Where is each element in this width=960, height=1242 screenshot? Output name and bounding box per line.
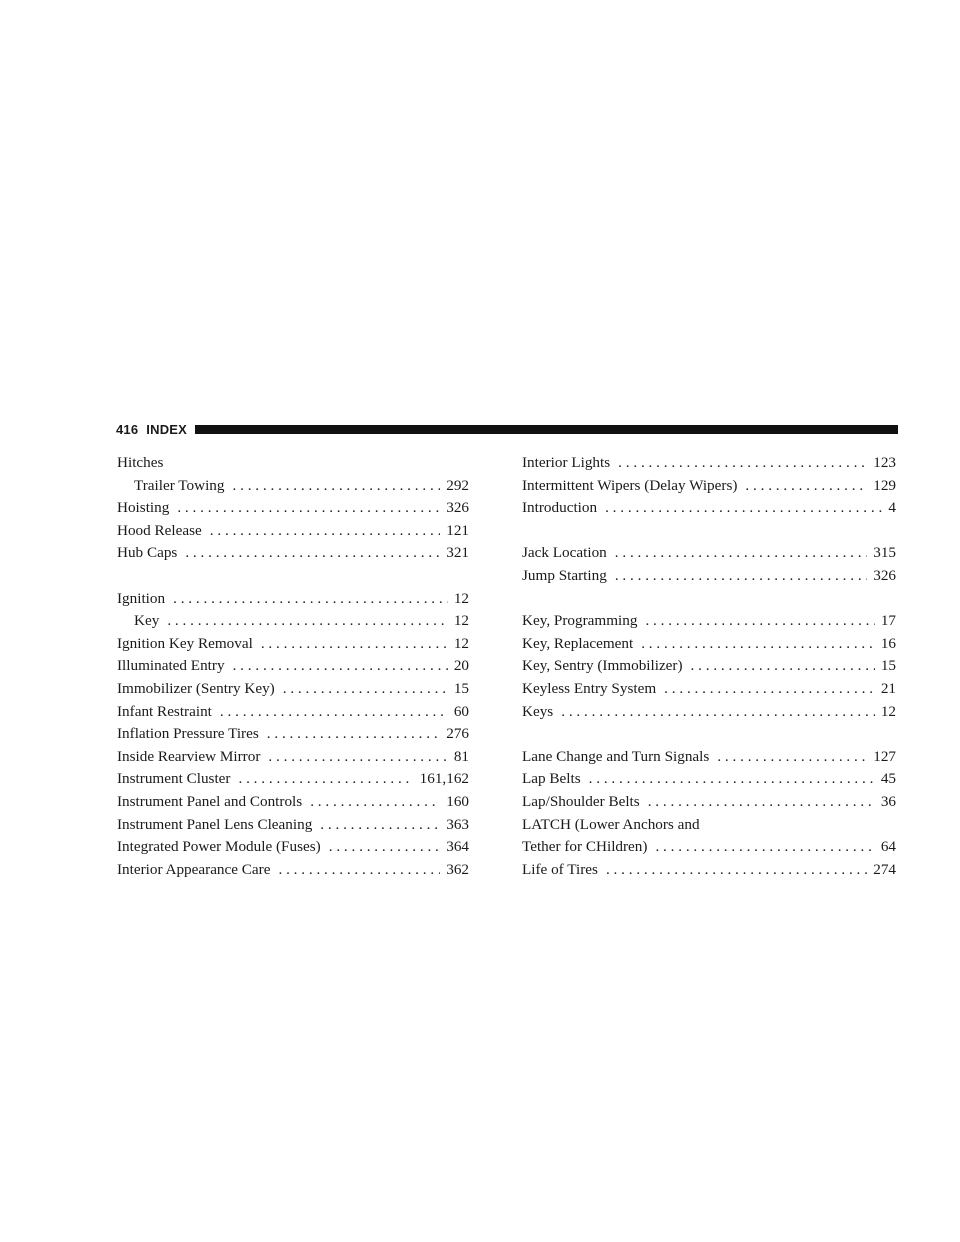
dot-leader xyxy=(605,497,882,520)
dot-leader xyxy=(745,475,867,498)
dot-leader xyxy=(220,701,448,724)
index-entry xyxy=(522,814,896,837)
dot-leader xyxy=(615,542,867,565)
index-page-ref: 12 xyxy=(880,702,896,720)
page-number: 416 xyxy=(116,421,139,437)
dot-leader xyxy=(278,859,440,882)
index-entry xyxy=(117,588,469,611)
dot-leader xyxy=(283,678,448,701)
index-term: Interior Appearance Care xyxy=(117,860,271,878)
index-entry xyxy=(522,746,896,769)
index-term: Hood Release xyxy=(117,521,202,539)
index-entry xyxy=(117,859,469,882)
index-entry xyxy=(117,452,469,475)
index-term: Jack Location xyxy=(522,544,607,562)
index-term: Lap/Shoulder Belts xyxy=(522,792,640,810)
index-page-ref: 21 xyxy=(880,679,896,697)
index-term: Key, Sentry (Immobilizer) xyxy=(522,657,683,675)
index-page-ref: 161,162 xyxy=(419,770,469,788)
index-term: Hitches xyxy=(117,454,164,471)
index-page-ref: 15 xyxy=(880,657,896,675)
index-entry xyxy=(522,452,896,475)
index-entry xyxy=(522,859,896,882)
dot-leader xyxy=(167,610,448,633)
index-term: Hoisting xyxy=(117,499,170,517)
index-page-ref: 121 xyxy=(446,521,469,539)
entry-spacer xyxy=(522,588,896,611)
index-entry xyxy=(117,836,469,859)
index-term: Illuminated Entry xyxy=(117,657,225,675)
dot-leader xyxy=(185,542,440,565)
index-page-ref: 12 xyxy=(453,634,469,652)
index-entry xyxy=(522,836,896,859)
index-page-ref: 364 xyxy=(446,838,469,856)
index-entry xyxy=(117,520,469,543)
index-entry xyxy=(522,701,896,724)
index-term: Integrated Power Module (Fuses) xyxy=(117,838,321,856)
index-entry xyxy=(522,633,896,656)
index-entry xyxy=(522,565,896,588)
index-page-ref: 321 xyxy=(446,544,469,562)
index-entry xyxy=(522,542,896,565)
dot-leader xyxy=(261,633,448,656)
dot-leader xyxy=(238,768,413,791)
index-term: Keys xyxy=(522,702,554,720)
index-entry xyxy=(522,768,896,791)
index-page-ref: 81 xyxy=(453,747,469,765)
index-entry xyxy=(117,475,469,498)
index-entry xyxy=(117,655,469,678)
index-term: Interior Lights xyxy=(522,454,611,471)
dot-leader xyxy=(717,746,867,769)
entry-spacer xyxy=(522,520,896,543)
index-term: Keyless Entry System xyxy=(522,679,657,697)
index-entry xyxy=(117,791,469,814)
index-term: Life of Tires xyxy=(522,860,598,878)
index-term: Key xyxy=(134,612,160,630)
index-column-right xyxy=(522,452,896,881)
index-entry xyxy=(117,633,469,656)
dot-leader xyxy=(320,814,440,837)
dot-leader xyxy=(561,701,875,724)
entry-spacer xyxy=(522,723,896,746)
index-term: Ignition Key Removal xyxy=(117,634,253,652)
dot-leader xyxy=(210,520,440,543)
index-page-ref: 17 xyxy=(880,612,896,630)
index-entry xyxy=(522,655,896,678)
index-term: Inflation Pressure Tires xyxy=(117,725,259,743)
index-entry xyxy=(117,542,469,565)
dot-leader xyxy=(664,678,875,701)
index-page-ref: 64 xyxy=(880,838,896,856)
index-entry xyxy=(117,497,469,520)
index-page-ref: 315 xyxy=(873,544,896,562)
index-term: Lap Belts xyxy=(522,770,581,788)
dot-leader xyxy=(691,655,875,678)
index-page-ref: 276 xyxy=(446,725,469,743)
dot-leader xyxy=(233,655,448,678)
index-page-ref: 160 xyxy=(446,792,469,810)
index-entry xyxy=(117,814,469,837)
index-term: Jump Starting xyxy=(522,566,607,584)
dot-leader xyxy=(589,768,875,791)
index-term: Lane Change and Turn Signals xyxy=(522,747,710,765)
index-page-ref: 123 xyxy=(873,454,896,471)
dot-leader xyxy=(645,610,874,633)
index-page-ref: 362 xyxy=(446,860,469,878)
index-term: Immobilizer (Sentry Key) xyxy=(117,679,275,697)
index-entry xyxy=(117,678,469,701)
index-page-ref: 4 xyxy=(888,499,896,517)
index-page-ref: 20 xyxy=(453,657,469,675)
entry-spacer xyxy=(117,565,469,588)
index-entry xyxy=(522,678,896,701)
dot-leader xyxy=(655,836,874,859)
index-page-ref: 129 xyxy=(873,476,896,494)
dot-leader xyxy=(173,588,448,611)
index-entry xyxy=(117,610,469,633)
index-entry xyxy=(522,791,896,814)
index-entry xyxy=(522,475,896,498)
index-page-ref: 45 xyxy=(880,770,896,788)
index-term: Hub Caps xyxy=(117,544,178,562)
index-page-ref: 326 xyxy=(446,499,469,517)
index-term: Key, Programming xyxy=(522,612,638,630)
dot-leader xyxy=(310,791,440,814)
index-page-ref: 274 xyxy=(873,860,896,878)
index-page-ref: 60 xyxy=(453,702,469,720)
index-page-ref: 292 xyxy=(446,476,469,494)
index-term: Tether for CHildren) xyxy=(522,838,648,856)
dot-leader xyxy=(606,859,867,882)
index-term: Infant Restraint xyxy=(117,702,212,720)
index-term: Inside Rearview Mirror xyxy=(117,747,261,765)
dot-leader xyxy=(648,791,875,814)
dot-leader xyxy=(615,565,867,588)
index-entry xyxy=(117,723,469,746)
index-page-ref: 15 xyxy=(453,679,469,697)
index-page-ref: 16 xyxy=(880,634,896,652)
index-term: Trailer Towing xyxy=(134,476,225,494)
dot-leader xyxy=(641,633,875,656)
dot-leader xyxy=(268,746,447,769)
index-column-left xyxy=(117,452,469,881)
dot-leader xyxy=(177,497,440,520)
index-term: Introduction xyxy=(522,499,598,517)
index-term: Instrument Panel Lens Cleaning xyxy=(117,815,313,833)
index-term: Instrument Panel and Controls xyxy=(117,792,303,810)
index-term: Ignition xyxy=(117,589,166,607)
index-term: LATCH (Lower Anchors and xyxy=(522,815,700,833)
index-page-ref: 36 xyxy=(880,792,896,810)
index-term: Intermittent Wipers (Delay Wipers) xyxy=(522,476,738,494)
dot-leader xyxy=(618,452,867,475)
header-rule xyxy=(195,425,898,434)
index-page-ref: 127 xyxy=(873,747,896,765)
page-label xyxy=(116,422,187,437)
index-page-ref: 363 xyxy=(446,815,469,833)
index-entry xyxy=(522,610,896,633)
index-entry xyxy=(117,701,469,724)
index-entry xyxy=(117,768,469,791)
index-entry xyxy=(522,497,896,520)
dot-leader xyxy=(329,836,441,859)
index-page-ref: 12 xyxy=(453,589,469,607)
index-entry xyxy=(117,746,469,769)
index-term: Instrument Cluster xyxy=(117,770,231,788)
section-title: INDEX xyxy=(146,421,188,437)
dot-leader xyxy=(233,475,441,498)
index-term: Key, Replacement xyxy=(522,634,634,652)
dot-leader xyxy=(267,723,440,746)
page-header xyxy=(116,421,898,437)
index-page-ref: 12 xyxy=(453,612,469,630)
index-page-ref: 326 xyxy=(873,566,896,584)
